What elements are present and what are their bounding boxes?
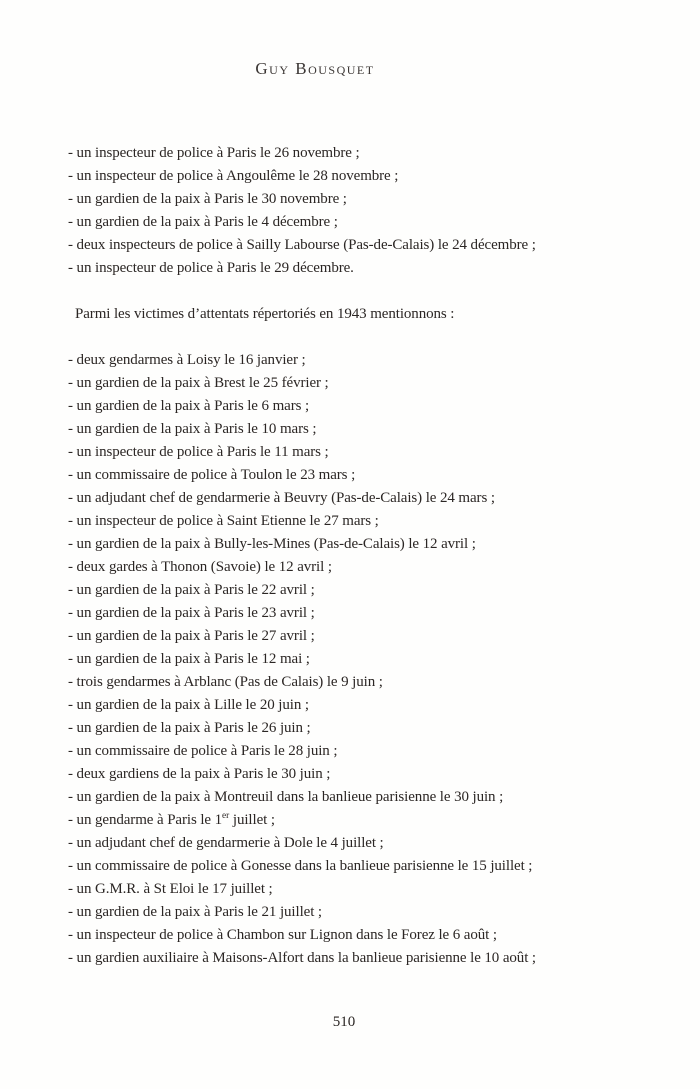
list-item: - un gardien auxiliaire à Maisons-Alfort dans la banlieue parisienne le 10 août ;	[68, 950, 536, 966]
intro-paragraph-1943: Parmi les victimes d’attentats répertoriés en 1943 mentionnons :	[75, 306, 455, 322]
list-item: - un inspecteur de police à Paris le 26 novembre ;	[68, 145, 360, 161]
list-item: - un gardien de la paix à Paris le 4 décembre ;	[68, 214, 338, 230]
running-header-author: Guy Bousquet	[255, 59, 375, 78]
list-item: - un gardien de la paix à Paris le 27 avril ;	[68, 628, 315, 644]
casualty-list-1943	[68, 349, 674, 970]
list-item: - un G.M.R. à St Eloi le 17 juillet ;	[68, 881, 273, 897]
list-item: - un inspecteur de police à Paris le 11 mars ;	[68, 444, 329, 460]
list-item: - un commissaire de police à Paris le 28 juin ;	[68, 743, 338, 759]
list-item: - un gardien de la paix à Paris le 6 mars ;	[68, 398, 310, 414]
list-item: - un commissaire de police à Toulon le 23 mars ;	[68, 467, 356, 483]
list-item: - trois gendarmes à Arblanc (Pas de Calais) le 9 juin ;	[68, 674, 383, 690]
list-item: - un gardien de la paix à Paris le 23 avril ;	[68, 605, 315, 621]
list-item: - un gardien de la paix à Lille le 20 juin ;	[68, 697, 309, 713]
list-item: - un gendarme à Paris le 1er juillet ;	[68, 811, 275, 828]
list-item: - un inspecteur de police à Angoulême le 28 novembre ;	[68, 168, 399, 184]
list-item: - un gardien de la paix à Brest le 25 février ;	[68, 375, 329, 391]
list-item: - un gardien de la paix à Paris le 21 juillet ;	[68, 904, 322, 920]
list-item: - un gardien de la paix à Paris le 12 mai ;	[68, 651, 310, 667]
list-item: - un gardien de la paix à Paris le 30 novembre ;	[68, 191, 347, 207]
list-item: - un gardien de la paix à Paris le 10 mars ;	[68, 421, 317, 437]
list-item: - un adjudant chef de gendarmerie à Dole le 4 juillet ;	[68, 835, 384, 851]
page-content	[68, 142, 674, 970]
list-item: - deux gardiens de la paix à Paris le 30 juin ;	[68, 766, 331, 782]
list-item: - un gardien de la paix à Montreuil dans la banlieue parisienne le 30 juin ;	[68, 789, 504, 805]
list-item: - un gardien de la paix à Paris le 26 juin ;	[68, 720, 311, 736]
list-item: - un inspecteur de police à Saint Etienne le 27 mars ;	[68, 513, 379, 529]
list-item: - un inspecteur de police à Chambon sur Lignon dans le Forez le 6 août ;	[68, 927, 497, 943]
list-item: - un gardien de la paix à Paris le 22 avril ;	[68, 582, 315, 598]
list-item: - deux gardes à Thonon (Savoie) le 12 avril ;	[68, 559, 332, 575]
list-item: - deux inspecteurs de police à Sailly Labourse (Pas-de-Calais) le 24 décembre ;	[68, 237, 536, 253]
list-item: - un gardien de la paix à Bully-les-Mines (Pas-de-Calais) le 12 avril ;	[68, 536, 476, 552]
list-item: - deux gendarmes à Loisy le 16 janvier ;	[68, 352, 306, 368]
list-item: - un inspecteur de police à Paris le 29 décembre.	[68, 260, 354, 276]
page-number: 510	[332, 1014, 356, 1030]
casualty-list-late-1942	[68, 142, 674, 280]
list-item: - un adjudant chef de gendarmerie à Beuvry (Pas-de-Calais) le 24 mars ;	[68, 490, 495, 506]
list-item: - un commissaire de police à Gonesse dans la banlieue parisienne le 15 juillet ;	[68, 858, 533, 874]
